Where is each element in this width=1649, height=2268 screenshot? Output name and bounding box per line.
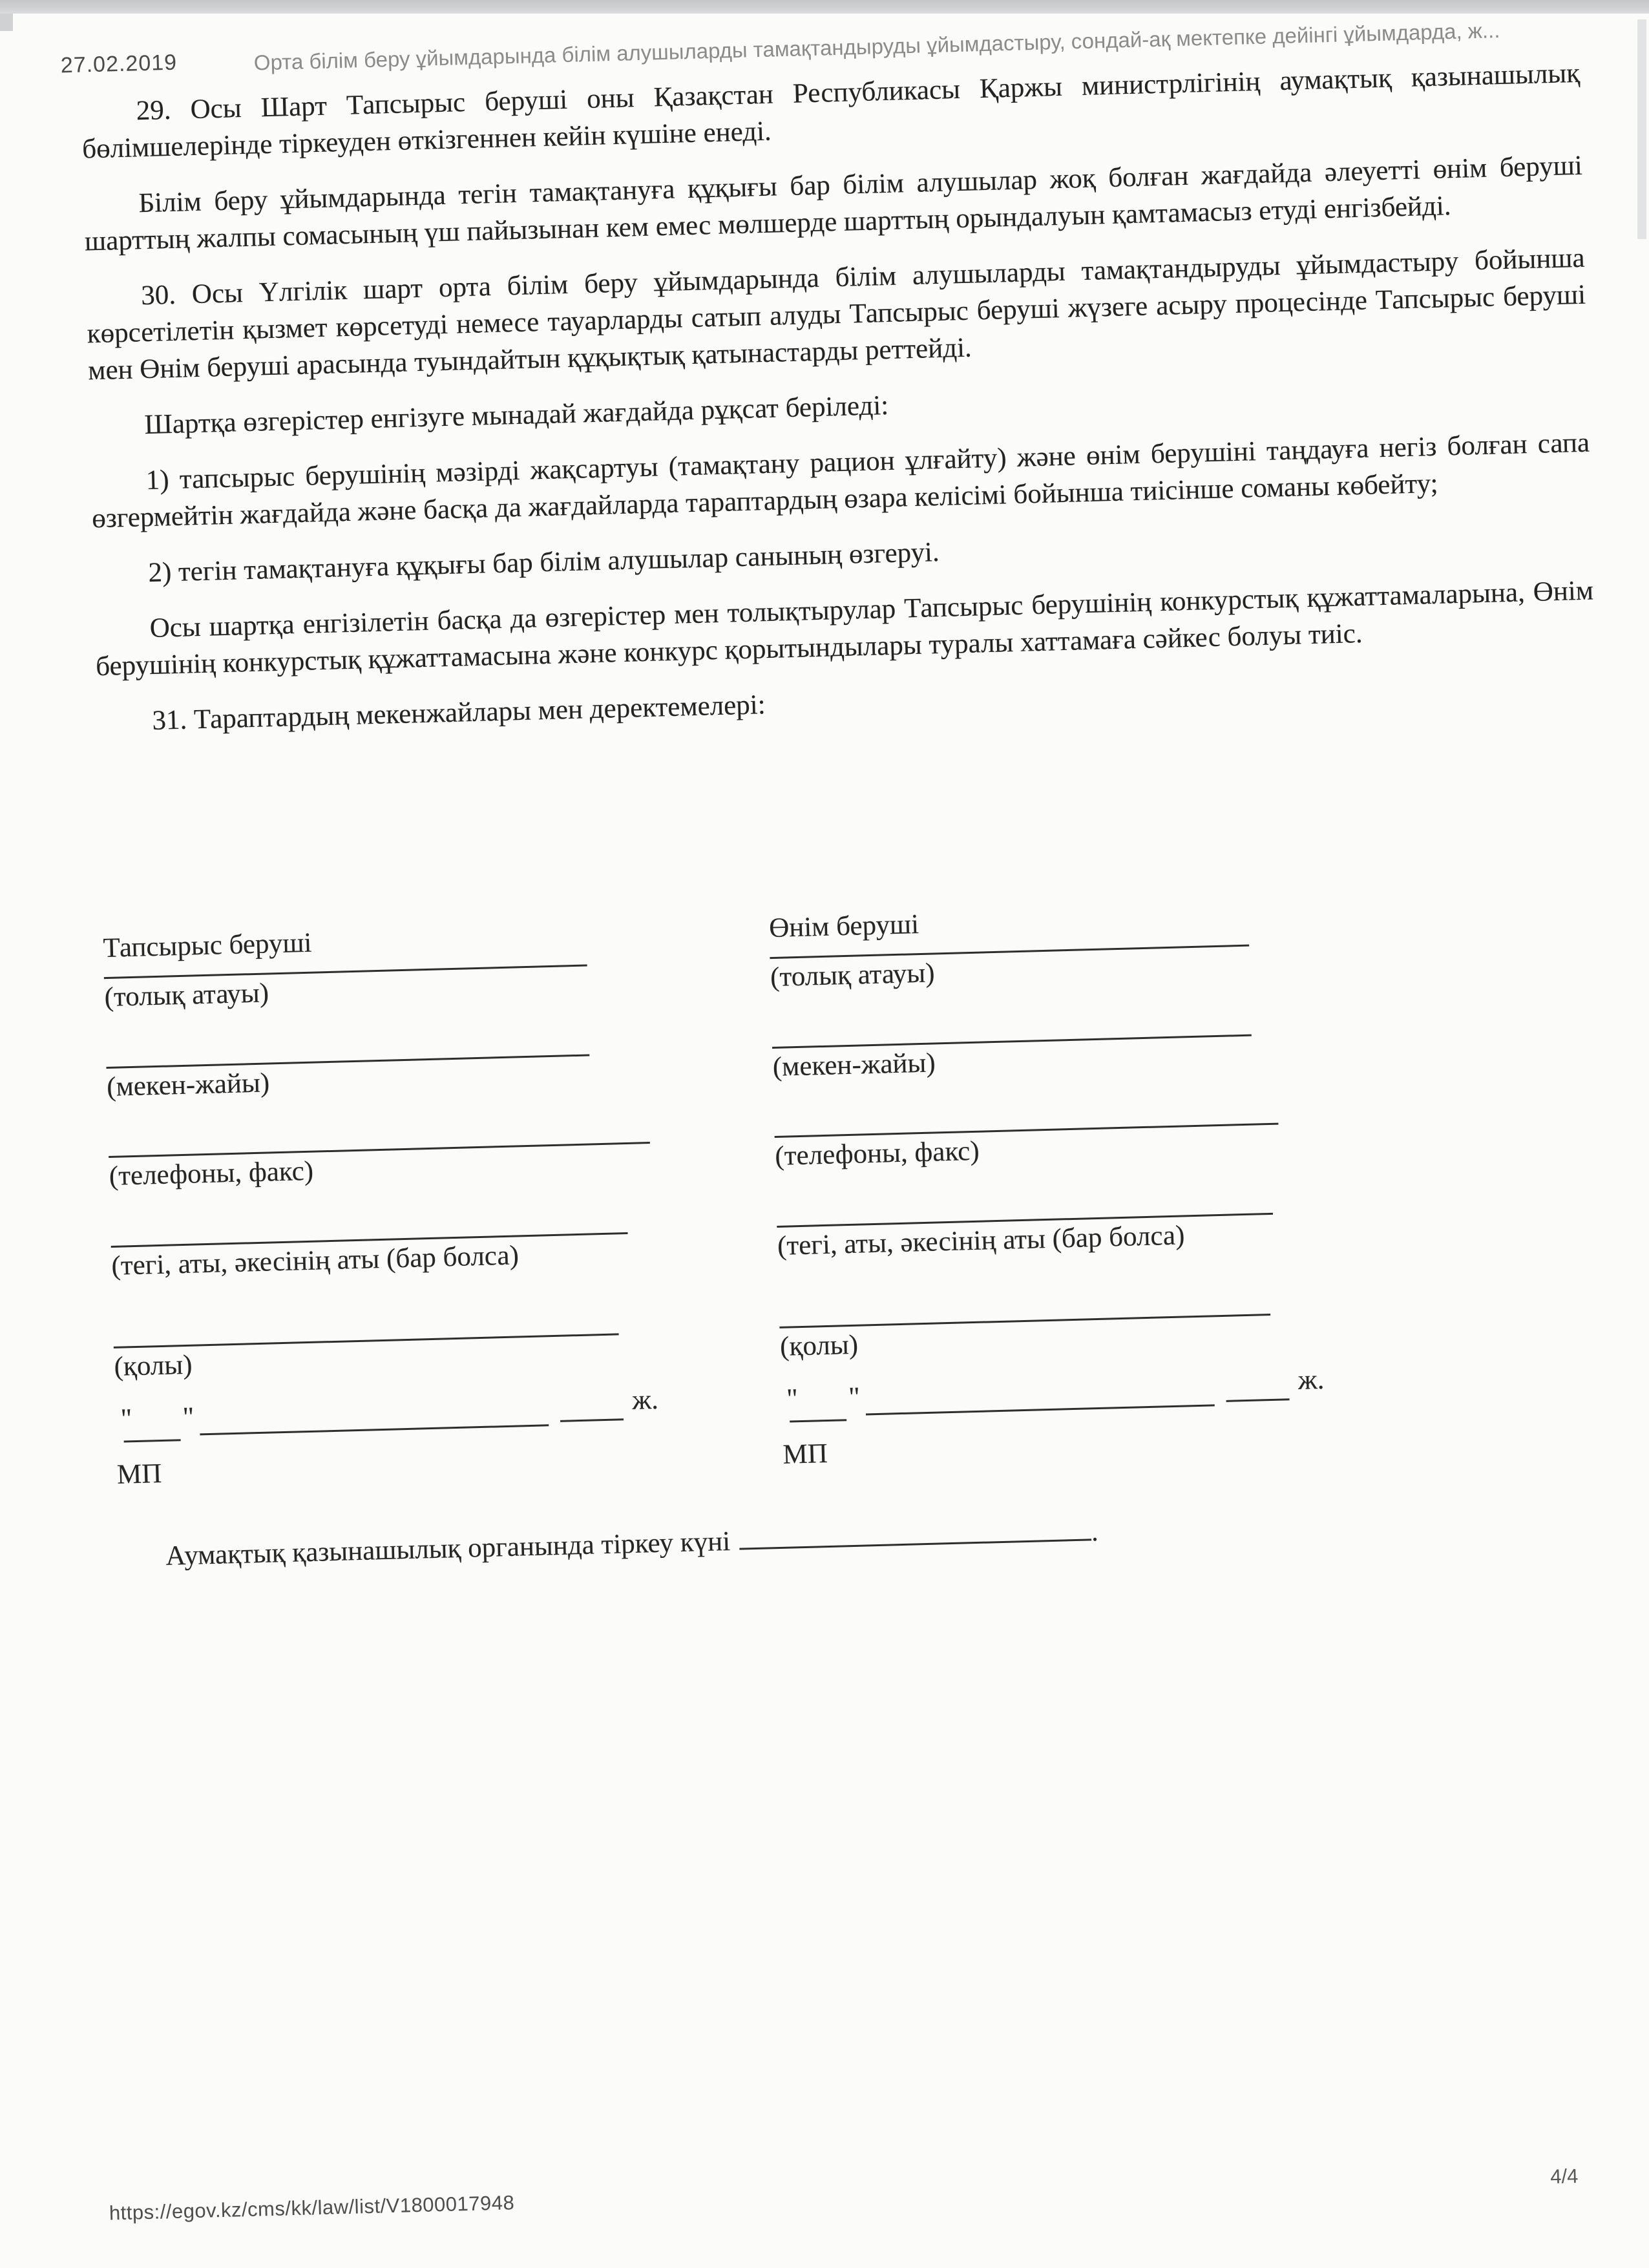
quote-mark: " [848,1381,861,1413]
year-suffix: ж. [631,1384,659,1416]
date-signature-row [115,1385,698,1446]
customer-requisites-column [103,915,699,1493]
field-label-phone-fax: (телефоны, факс) [774,1135,980,1171]
quote-mark: " [182,1402,194,1433]
blank-underline-day [124,1439,181,1442]
field-label-address: (мекен-жайы) [772,1047,936,1083]
blank-underline-day [790,1419,846,1422]
date-signature-row [781,1365,1377,1426]
supplier-title: Өнім беруші [768,909,919,944]
stamp-mark: МП [782,1438,828,1470]
scanner-edge-artifact [0,0,1649,14]
paragraph-other-amendments: Осы шартқа енгізілетін басқа да өзгерістер мен толықтырулар Тапсырыс берушінің конкурстық құжаттамаларына, Өнім берушінің конкурстық құжаттамасына және конкурс қорытындылары туралы хаттамаға сәйкес болуы тиіс. [95,575,1594,682]
print-header-date: 27.02.2019 [60,50,178,78]
blank-underline-year [1226,1398,1290,1402]
paragraph-guarantee: Білім беру ұйымдарында тегін тамақтануға құқығы бар білім алушылар жоқ болған жағдайда әлеуетті өнім беруші шарттың жалпы сомасының үш пайызынан кем емес мөлшерде шарттың орындалуын қамтамасыз етуді енгізбейді. [84,150,1583,257]
field-label-signature: (қолы) [114,1349,193,1382]
field-label-signature: (қолы) [779,1329,859,1362]
paragraph-amendment-item-2: 2) тегін тамақтануға құқығы бар білім алушылар санының өзгеруі. [147,537,940,589]
field-label-phone-fax: (телефоны, факс) [109,1155,314,1192]
field-label-full-name: (толық атауы) [770,958,936,993]
stamp-mark: МП [116,1458,162,1490]
page-number: 4/4 [1549,2165,1579,2189]
quote-mark: " [120,1403,132,1434]
paragraph-amendment-item-1: 1) тапсырыс берушінің мәзірді жақсартуы (тамақтану рацион ұлғайту) және өнім берушіні таңдауға негіз болған сапа өзгермейтін жағдайда және басқа да жағдайларда тараптардың өзара келісімі бойынша тиісінше соманы көбейту; [91,427,1590,534]
customer-title: Тапсырыс беруші [103,927,313,964]
field-label-fio: (тегі, аты, әкесінің аты (бар болса) [110,1240,520,1281]
blank-underline-month [866,1404,1215,1415]
blank-underline-year [560,1418,624,1422]
blank-underline-month [200,1424,549,1435]
paragraph-amendments-intro: Шартқа өзгерістер енгізуге мынадай жағдайда рұқсат беріледі: [143,390,889,441]
year-suffix: ж. [1297,1364,1325,1396]
document-body [81,55,1596,740]
registration-date-line [165,1510,1098,1575]
field-label-full-name: (толық атауы) [104,978,269,1013]
paragraph-29: 29. Осы Шарт Тапсырыс беруші оны Қазақстан Республикасы Қаржы министрлігінің аумақтық қазынашылық бөлімшелерінде тіркеуден өткізгеннен кейін күшіне енеді. [81,58,1581,165]
paragraph-30: 30. Осы Үлгілік шарт орта білім беру ұйымдарында білім алушыларды тамақтандыруды ұйымдастыру бойынша көрсетілетін қызмет көрсетуді немесе тауарларды сатып алуды Тапсырыс беруші жүзеге асыру процесінде Тапсырыс беруші мен Өнім беруші арасында туындайтын құқықтық қатынастарды реттейді. [87,242,1586,386]
print-header-title: Орта білім беру ұйымдарында білім алушыларды тамақтандыруды ұйымдастыру, сондай-ақ мектепке дейінгі ұйымдарда, ж... [253,18,1500,75]
supplier-requisites-column [768,894,1378,1473]
print-footer-url: https://egov.kz/cms/kk/law/list/V1800017948 [109,2191,515,2225]
blank-underline [739,1510,1091,1549]
paragraph-31-heading: 31. Тараптардың мекенжайлары мен деректемелері: [151,689,766,736]
field-label-address: (мекен-жайы) [106,1067,270,1103]
registration-period: . [1091,1517,1099,1548]
quote-mark: " [786,1383,799,1414]
field-label-fio: (тегі, аты, әкесінің аты (бар болса) [777,1220,1185,1261]
registration-label: Аумақтық қазынашылық органында тіркеу күні [165,1526,731,1571]
scan-right-edge-artifact [1637,19,1646,239]
